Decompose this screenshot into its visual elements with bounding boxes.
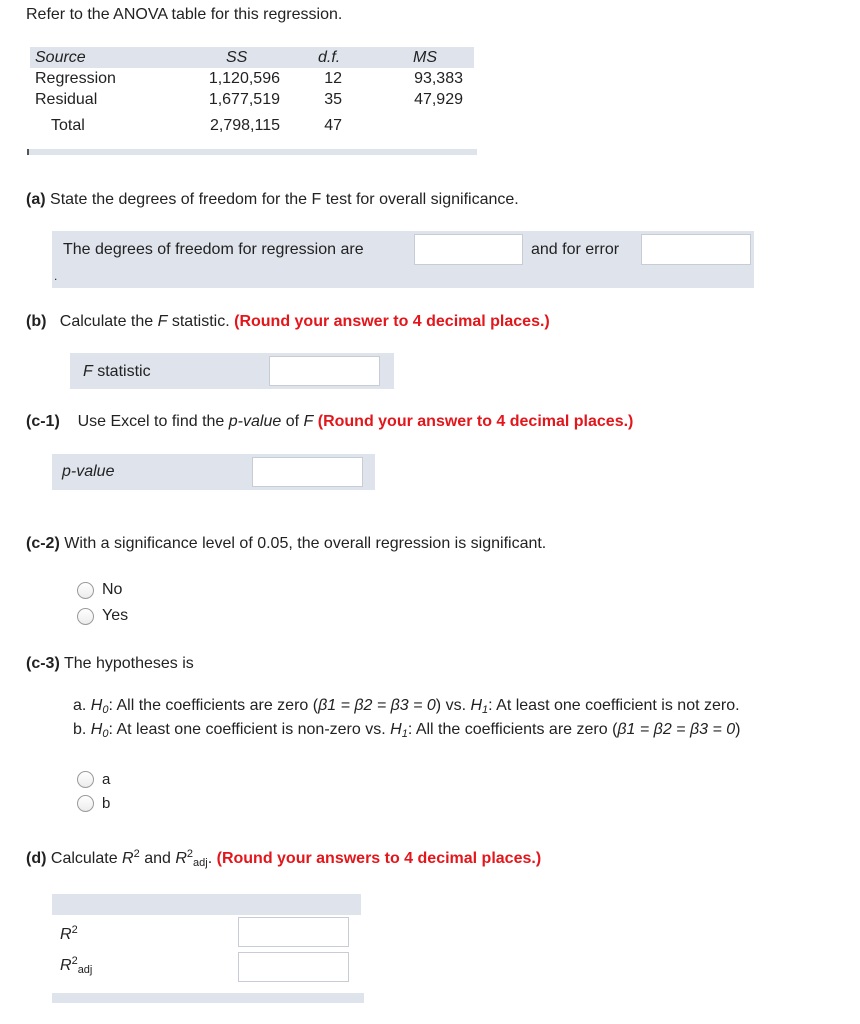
question-d-r2adj-sup: 2 <box>186 848 194 860</box>
f-statistic-label <box>83 363 151 381</box>
radio-no[interactable] <box>77 582 94 599</box>
hypothesis-b-h0: : At least one coefficient is non-zero vs. <box>108 721 391 738</box>
df-regression-input[interactable] <box>414 234 523 265</box>
question-d-r2-sup: 2 <box>133 848 140 860</box>
question-d-text-mid: and <box>144 850 171 867</box>
row-regression-df: 12 <box>324 70 342 87</box>
r2-input[interactable] <box>238 917 349 947</box>
r2-label <box>60 924 78 944</box>
question-d-adj-sub: adj <box>193 857 208 869</box>
panel-dot: . <box>54 269 58 283</box>
answer-panel-c1 <box>52 454 375 490</box>
header-source: Source <box>35 49 86 66</box>
row-total-source: Total <box>51 117 85 134</box>
question-c2 <box>26 535 546 553</box>
question-c1-var2: F <box>303 413 314 430</box>
question-c1-text-mid: of <box>285 413 300 430</box>
f-statistic-text: statistic <box>97 363 151 380</box>
question-c1-text-before: Use Excel to find the <box>77 413 225 430</box>
question-d-text-before: Calculate <box>50 850 118 867</box>
anova-header-band <box>30 47 474 68</box>
header-ss: SS <box>226 49 248 66</box>
hypothesis-b-h1: : All the coefficients are zero ( <box>407 721 618 738</box>
question-d-r2adj: R <box>175 850 187 867</box>
hypothesis-a-mid: ) vs. <box>435 697 471 714</box>
question-d-round-note: (Round your answers to 4 decimal places.) <box>216 850 542 867</box>
question-c1-label: (c-1) <box>26 413 60 430</box>
question-a <box>26 191 519 209</box>
question-a-text: State the degrees of freedom for the F test for overall significance. <box>50 191 519 208</box>
radio-a[interactable] <box>77 771 94 788</box>
answer-panel-a <box>52 231 754 288</box>
intro-text: Refer to the ANOVA table for this regression. <box>26 6 343 23</box>
answer-panel-d-header <box>52 894 361 915</box>
r2-adj-label-r: R <box>60 957 72 974</box>
question-b <box>26 313 550 331</box>
df-error-prompt: and for error <box>531 241 620 258</box>
hypothesis-b-prefix: b. <box>73 721 87 738</box>
question-c2-text: With a significance level of 0.05, the overall regression is significant. <box>64 535 547 552</box>
r2-adj-label-sup: 2 <box>71 955 78 967</box>
hypothesis-b: b. $H_0$: At least one coefficient is non-zero vs. $H_1$: All the coefficients are zero (β1 = β2 = β3 = 0) <box>73 721 741 740</box>
header-ms: MS <box>413 49 437 66</box>
hypothesis-a-cond: β1 = β2 = β3 = 0 <box>318 697 436 714</box>
question-c2-label: (c-2) <box>26 535 60 552</box>
radio-yes[interactable] <box>77 608 94 625</box>
answer-panel-d-footer <box>52 993 364 1003</box>
r2-adj-label <box>60 955 92 976</box>
df-regression-prompt: The degrees of freedom for regression are <box>63 241 364 258</box>
row-total-ss: 2,798,115 <box>210 117 280 134</box>
question-d: (d) Calculate $R^2$ and $R^2_{adj}$. (Round your answers to 4 decimal places.) <box>26 848 542 869</box>
question-b-text-before: Calculate the <box>59 313 154 330</box>
r2-adj-label-sub: adj <box>77 964 93 976</box>
header-df: d.f. <box>318 49 341 66</box>
anova-footer-bar <box>27 149 477 155</box>
question-c1-round-note: (Round your answer to 4 decimal places.) <box>317 413 634 430</box>
question-c3-text: The hypotheses is <box>63 655 194 672</box>
question-b-label: (b) <box>26 313 47 330</box>
question-d-label: (d) <box>26 850 47 867</box>
row-residual-source: Residual <box>35 91 98 108</box>
radio-a-label: a <box>102 771 111 788</box>
answer-panel-b <box>70 353 394 389</box>
radio-b[interactable] <box>77 795 94 812</box>
question-c1 <box>26 413 633 431</box>
hypothesis-b-cond: β1 = β2 = β3 = 0 <box>617 721 736 738</box>
p-value-label: p-value <box>62 463 115 480</box>
question-b-text-after: statistic. <box>171 313 230 330</box>
row-residual-ms: 47,929 <box>414 91 463 108</box>
f-statistic-var: F <box>83 363 93 380</box>
row-total-df: 47 <box>324 117 342 134</box>
hypothesis-b-end: ) <box>735 721 741 738</box>
row-residual-df: 35 <box>324 91 342 108</box>
question-c3 <box>26 655 194 673</box>
question-a-label: (a) <box>26 191 46 208</box>
radio-yes-label: Yes <box>102 607 129 624</box>
r2-adj-input[interactable] <box>238 952 349 982</box>
radio-b-label: b <box>102 795 111 812</box>
hypothesis-a-h0: : All the coefficients are zero ( <box>108 697 319 714</box>
hypothesis-a-h1: : At least one coefficient is not zero. <box>488 697 740 714</box>
r2-label-sup: 2 <box>71 924 78 936</box>
row-regression-source: Regression <box>35 70 116 87</box>
row-regression-ms: 93,383 <box>414 70 463 87</box>
df-error-input[interactable] <box>641 234 751 265</box>
question-b-var: F <box>157 313 168 330</box>
row-residual-ss: 1,677,519 <box>208 91 280 108</box>
question-b-round-note: (Round your answer to 4 decimal places.) <box>234 313 550 330</box>
r2-label-r: R <box>60 926 72 943</box>
hypothesis-a: a. $H_0$: All the coefficients are zero (β1 = β2 = β3 = 0) vs. $H_1$: At least one coefficient is not zero. <box>73 697 740 716</box>
p-value-input[interactable] <box>252 457 363 487</box>
radio-no-label: No <box>102 581 123 598</box>
question-d-r2: R <box>122 850 134 867</box>
hypothesis-a-prefix: a. <box>73 697 87 714</box>
question-c1-var: p-value <box>228 413 282 430</box>
f-statistic-input[interactable] <box>269 356 380 386</box>
row-regression-ss: 1,120,596 <box>208 70 280 87</box>
question-c3-label: (c-3) <box>26 655 60 672</box>
